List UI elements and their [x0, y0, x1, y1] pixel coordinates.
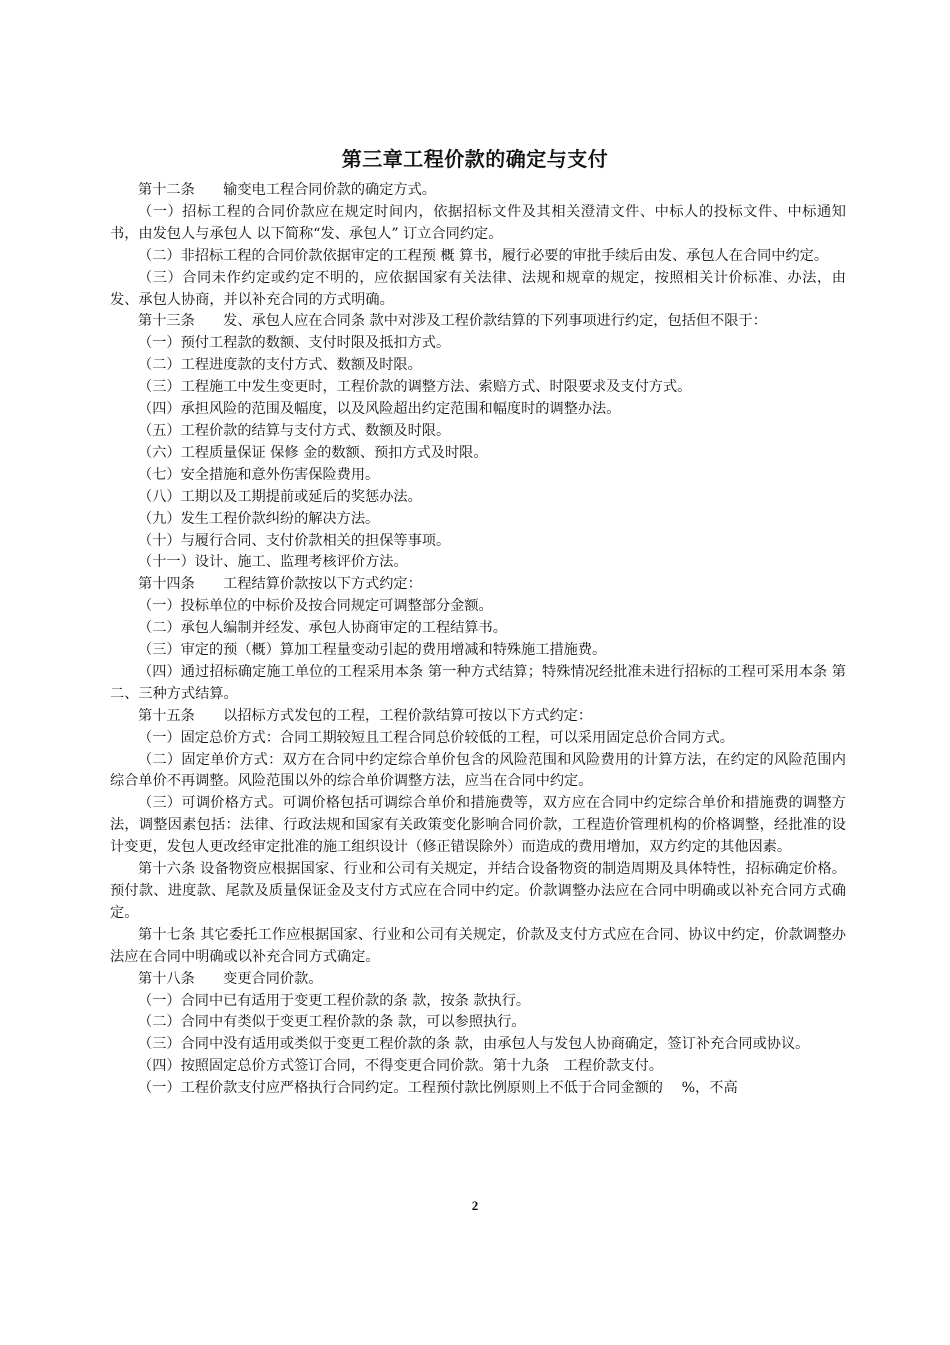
paragraph: （一）预付工程款的数额、支付时限及抵扣方式。 — [138, 335, 451, 352]
paragraph: 第十二条 输变电工程合同价款的确定方式。 — [138, 182, 436, 198]
paragraph: （一）合同中已有适用于变更工程价款的条 款，按条 款执行。 — [138, 992, 531, 1009]
paragraph: （三）工程施工中发生变更时，工程价款的调整方法、索赔方式、时限要求及支付方式。 — [138, 379, 692, 396]
paragraph: （二）固定单价方式：双方在合同中约定综合单价包含的风险范围和风险费用的计算方法，在约定的风险范围内综合单价不再调整。风险范围以外的综合单价调整方法，应当在合同中约定。 — [110, 751, 846, 790]
paragraph: 第十三条 发、承包人应在合同条 款中对涉及工程价款结算的下列事项进行约定，包括但不限于： — [138, 313, 767, 330]
paragraph: （九）发生工程价款纠纷的解决方法。 — [138, 510, 380, 527]
paragraph: （二）承包人编制并经发、承包人协商审定的工程结算书。 — [138, 620, 507, 637]
paragraph: （一）工程价款支付应严格执行合同约定。工程预付款比例原则上不低于合同金额的 %，不高 — [138, 1080, 738, 1097]
paragraph: （一）招标工程的合同价款应在规定时间内，依据招标文件及其相关澄清文件、中标人的投标文件、中标通知书，由发包人与承包人 以下简称“发、承包人” 订立合同约定。 — [110, 203, 846, 242]
paragraph: （三）合同中没有适用或类似于变更工程价款的条 款，由承包人与发包人协商确定，签订补充合同或协议。 — [138, 1036, 810, 1053]
paragraph: 第十五条 以招标方式发包的工程，工程价款结算可按以下方式约定： — [138, 707, 593, 724]
paragraph: （四）通过招标确定施工单位的工程采用本条 第一种方式结算；特殊情况经批准未进行招标的工程可采用本条 第二、三种方式结算。 — [110, 663, 846, 702]
paragraph: （十）与履行合同、支付价款相关的担保等事项。 — [138, 532, 451, 549]
paragraph: （三）合同未作约定或约定不明的，应依据国家有关法律、法规和规章的规定，按照相关计价标准、办法，由发、承包人协商，并以补充合同的方式明确。 — [110, 269, 846, 308]
paragraph: （二）非招标工程的合同价款依据审定的工程预 概 算书，履行必要的审批手续后由发、承包人在合同中约定。 — [138, 247, 829, 264]
paragraph: （七）安全措施和意外伤害保险费用。 — [138, 466, 380, 483]
paragraph: （二）合同中有类似于变更工程价款的条 款，可以参照执行。 — [138, 1014, 526, 1031]
paragraph: 第十四条 工程结算价款按以下方式约定： — [138, 576, 422, 593]
paragraph: 第十六条 设备物资应根据国家、行业和公司有关规定，并结合设备物资的制造周期及具体特性，招标确定价格。预付款、进度款、尾款及质量保证金及支付方式应在合同中约定。价款调整办法应在合同中明确或以补充合同方式确定。 — [110, 861, 846, 921]
paragraph: 第十八条 变更合同价款。 — [138, 970, 323, 987]
paragraph: （四）按照固定总价方式签订合同，不得变更合同价款。第十九条 工程价款支付。 — [138, 1058, 663, 1075]
paragraph: （四）承担风险的范围及幅度，以及风险超出约定范围和幅度时的调整办法。 — [138, 401, 621, 418]
paragraph: （一）投标单位的中标价及按合同规定可调整部分金额。 — [138, 598, 493, 615]
paragraph: （三）可调价格方式。可调价格包括可调综合单价和措施费等，双方应在合同中约定综合单价和措施费的调整方法，调整因素包括：法律、行政法规和国家有关政策变化影响合同价款，工程造价管理机构的价格调整，经批准的设计变更，发包人更改经审定批准的施工组织设计（修正错误除外）而造成的费用增加，双方约定的其他因素。 — [110, 795, 846, 856]
paragraph: （三）审定的预（概）算加工程量变动引起的费用增减和特殊施工措施费。 — [138, 642, 607, 659]
paragraph: （二）工程进度款的支付方式、数额及时限。 — [138, 357, 422, 374]
chapter-title: 第三章工程价款的确定与支付 — [341, 147, 609, 171]
paragraph: （八）工期以及工期提前或延后的奖惩办法。 — [138, 488, 422, 505]
paragraph: （一）固定总价方式：合同工期较短且工程合同总价较低的工程，可以采用固定总价合同方式。 — [138, 729, 734, 746]
paragraph: （十一）设计、施工、监理考核评价方法。 — [138, 554, 408, 571]
paragraph: 第十七条 其它委托工作应根据国家、行业和公司有关规定，价款及支付方式应在合同、协议中约定，价款调整办法应在合同中明确或以补充合同方式确定。 — [110, 926, 846, 965]
paragraph: （六）工程质量保证 保修 金的数额、预扣方式及时限。 — [138, 444, 488, 461]
paragraph: （五）工程价款的结算与支付方式、数额及时限。 — [138, 422, 451, 439]
document-body — [110, 180, 846, 1100]
page-number: 2 — [471, 1198, 479, 1213]
